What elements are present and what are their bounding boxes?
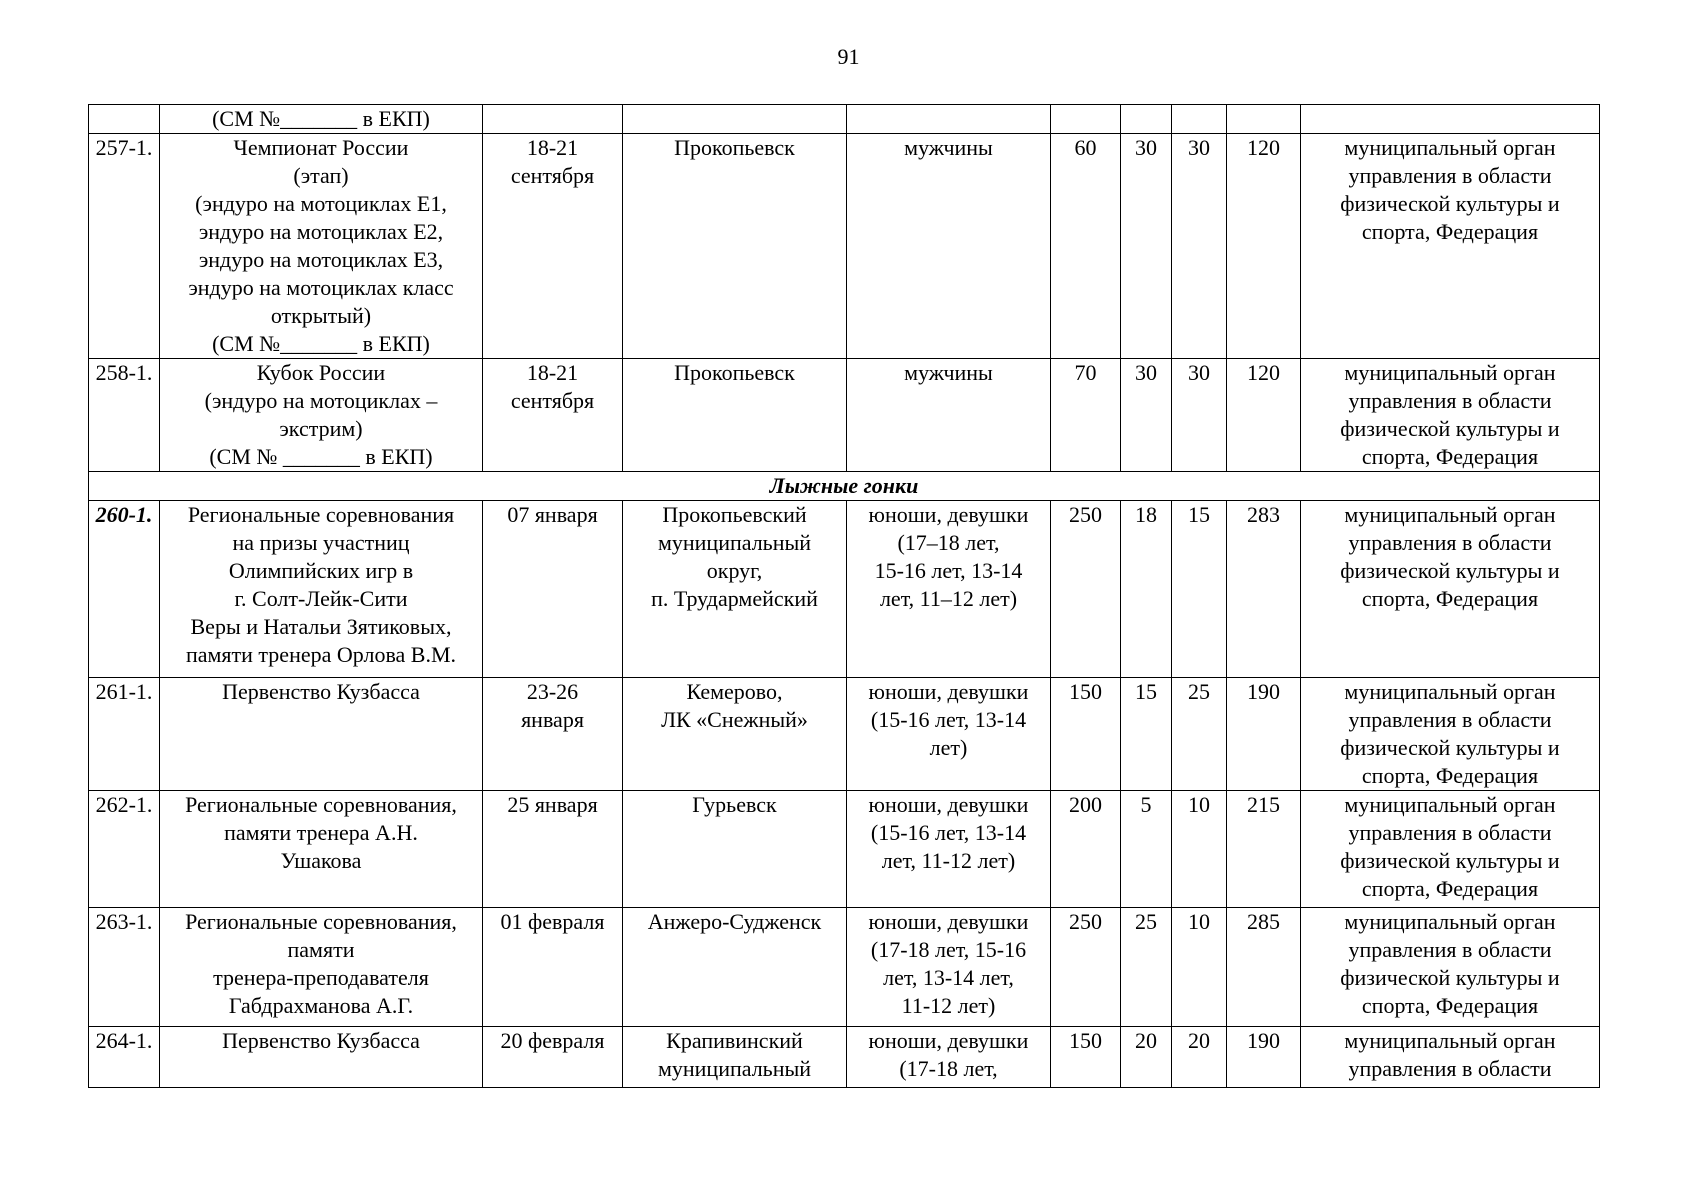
- organizer-line: физической культуры и: [1340, 965, 1560, 990]
- organizer-line: муниципальный орган: [1344, 909, 1556, 934]
- table-row: [89, 908, 1600, 1027]
- cell-count-1: 150: [1051, 678, 1121, 791]
- organizer-line: физической культуры и: [1340, 558, 1560, 583]
- cell-location: [623, 134, 847, 359]
- organizer-line: муниципальный орган: [1344, 1028, 1556, 1053]
- cell-count-1: 70: [1051, 359, 1121, 472]
- location-line: Прокопьевск: [674, 360, 795, 385]
- event-name-line: (эндуро на мотоциклах Е1,: [195, 191, 447, 216]
- organizer-line: спорта, Федерация: [1361, 586, 1539, 611]
- event-name-line: (эндуро на мотоциклах –: [204, 388, 438, 413]
- participants-line: 15-16 лет, 13-14: [874, 558, 1023, 583]
- location-line: Прокопьевский: [662, 502, 807, 527]
- organizer-line: управления в области: [1348, 707, 1552, 732]
- cell-count-2: 20: [1121, 1027, 1172, 1088]
- cell-date: [483, 134, 623, 359]
- participants-line: лет, 13-14 лет,: [883, 965, 1014, 990]
- event-name-line: Региональные соревнования,: [185, 792, 457, 817]
- event-date-line: 23-26: [526, 679, 579, 704]
- organizer-line: муниципальный орган: [1344, 679, 1556, 704]
- event-name-line: Веры и Натальи Зятиковых,: [190, 614, 452, 639]
- organizer-line: спорта, Федерация: [1361, 763, 1539, 788]
- participants-line: юноши, девушки: [868, 909, 1029, 934]
- cell-count-3: 20: [1172, 1027, 1227, 1088]
- cell-event-name: [160, 501, 483, 678]
- cell-total: 215: [1227, 791, 1301, 908]
- table-row: [89, 134, 1600, 359]
- location-line: ЛК «Снежный»: [661, 707, 808, 732]
- cell-event-name: [160, 1027, 483, 1088]
- event-name-line: Ушакова: [280, 848, 362, 873]
- participants-line: 11-12 лет): [901, 993, 996, 1018]
- cell-date: [483, 501, 623, 678]
- event-date-line: 07 января: [507, 502, 598, 527]
- organizer-line: управления в области: [1348, 937, 1552, 962]
- event-date-line: 20 февраля: [500, 1028, 605, 1053]
- event-name-line: Региональные соревнования,: [185, 909, 457, 934]
- cell-num: 263-1.: [89, 908, 160, 1027]
- event-name-line: экстрим): [279, 416, 363, 441]
- cell-participants: [847, 134, 1051, 359]
- cell-participants: [847, 359, 1051, 472]
- cell-organizer: [1301, 791, 1600, 908]
- cell-count-2: [1121, 105, 1172, 134]
- participants-line: (17-18 лет,: [899, 1056, 998, 1081]
- participants-line: (15-16 лет, 13-14: [870, 707, 1027, 732]
- event-name-line: открытый): [270, 303, 372, 328]
- event-name-line: (этап): [293, 163, 349, 188]
- organizer-line: управления в области: [1348, 1056, 1552, 1081]
- cell-num: 264-1.: [89, 1027, 160, 1088]
- cell-count-2: 30: [1121, 359, 1172, 472]
- cell-count-1: 250: [1051, 908, 1121, 1027]
- event-name-line: Первенство Кузбасса: [222, 679, 420, 704]
- organizer-line: спорта, Федерация: [1361, 444, 1539, 469]
- organizer-line: муниципальный орган: [1344, 360, 1556, 385]
- event-name-line: (СМ №_______ в ЕКП): [212, 106, 430, 131]
- participants-line: юноши, девушки: [868, 792, 1029, 817]
- participants-line: (17–18 лет,: [897, 530, 1000, 555]
- cell-date: [483, 678, 623, 791]
- cell-organizer: [1301, 501, 1600, 678]
- cell-participants: [847, 791, 1051, 908]
- cell-num: 261-1.: [89, 678, 160, 791]
- cell-location: [623, 791, 847, 908]
- cell-organizer: [1301, 678, 1600, 791]
- cell-total: 190: [1227, 678, 1301, 791]
- cell-location: [623, 678, 847, 791]
- cell-event-name: [160, 105, 483, 134]
- event-name-line: памяти тренера Орлова В.М.: [185, 642, 457, 667]
- cell-num: 262-1.: [89, 791, 160, 908]
- cell-num: 257-1.: [89, 134, 160, 359]
- cell-count-2: 18: [1121, 501, 1172, 678]
- cell-count-1: 150: [1051, 1027, 1121, 1088]
- cell-date: [483, 359, 623, 472]
- section-header-row: [89, 472, 1600, 501]
- table-row: [89, 105, 1600, 134]
- cell-total: 120: [1227, 359, 1301, 472]
- organizer-line: физической культуры и: [1340, 735, 1560, 760]
- event-name-line: памяти тренера А.Н.: [224, 820, 418, 845]
- table-row: [89, 501, 1600, 678]
- cell-event-name: [160, 359, 483, 472]
- participants-line: лет, 11-12 лет): [881, 848, 1016, 873]
- cell-organizer: [1301, 359, 1600, 472]
- cell-location: [623, 908, 847, 1027]
- location-line: Кемерово,: [686, 679, 783, 704]
- participants-line: юноши, девушки: [868, 502, 1029, 527]
- organizer-line: муниципальный орган: [1344, 135, 1556, 160]
- cell-num: 260-1.: [89, 501, 160, 678]
- cell-count-3: [1172, 105, 1227, 134]
- cell-date: [483, 105, 623, 134]
- cell-date: [483, 908, 623, 1027]
- cell-count-3: 10: [1172, 908, 1227, 1027]
- event-name-line: тренера-преподавателя: [213, 965, 429, 990]
- cell-participants: [847, 105, 1051, 134]
- cell-location: [623, 501, 847, 678]
- cell-count-1: 200: [1051, 791, 1121, 908]
- event-name-line: эндуро на мотоциклах класс: [188, 275, 454, 300]
- event-name-line: Первенство Кузбасса: [222, 1028, 420, 1053]
- participants-line: лет): [929, 735, 968, 760]
- location-line: округ,: [706, 558, 763, 583]
- location-line: муниципальный: [657, 530, 812, 555]
- location-line: Анжеро-Судженск: [647, 909, 822, 934]
- participants-line: (15-16 лет, 13-14: [870, 820, 1027, 845]
- page-number: 91: [837, 44, 860, 69]
- events-table: [88, 104, 1600, 1088]
- cell-num: 258-1.: [89, 359, 160, 472]
- cell-participants: [847, 1027, 1051, 1088]
- cell-count-2: 5: [1121, 791, 1172, 908]
- cell-total: [1227, 105, 1301, 134]
- cell-participants: [847, 678, 1051, 791]
- cell-count-2: 25: [1121, 908, 1172, 1027]
- cell-total: 283: [1227, 501, 1301, 678]
- location-line: п. Трудармейский: [651, 586, 818, 611]
- cell-event-name: [160, 678, 483, 791]
- cell-event-name: [160, 134, 483, 359]
- participants-line: юноши, девушки: [868, 1028, 1029, 1053]
- cell-participants: [847, 908, 1051, 1027]
- cell-count-3: 15: [1172, 501, 1227, 678]
- event-name-line: (СМ №_______ в ЕКП): [212, 331, 430, 356]
- event-name-line: эндуро на мотоциклах Е3,: [198, 247, 444, 272]
- table-row: [89, 1027, 1600, 1088]
- section-title: Лыжные гонки: [89, 472, 1600, 501]
- organizer-line: спорта, Федерация: [1361, 993, 1539, 1018]
- participants-line: мужчины: [904, 360, 993, 385]
- cell-count-1: 250: [1051, 501, 1121, 678]
- cell-count-2: 30: [1121, 134, 1172, 359]
- event-date-line: 18-21: [526, 360, 579, 385]
- table-row: [89, 791, 1600, 908]
- cell-date: [483, 791, 623, 908]
- location-line: муниципальный: [657, 1056, 812, 1081]
- organizer-line: управления в области: [1348, 163, 1552, 188]
- event-name-line: на призы участниц: [232, 530, 410, 555]
- location-line: Гурьевск: [692, 792, 777, 817]
- cell-organizer: [1301, 105, 1600, 134]
- cell-count-3: 10: [1172, 791, 1227, 908]
- cell-total: 285: [1227, 908, 1301, 1027]
- organizer-line: управления в области: [1348, 820, 1552, 845]
- event-name-line: эндуро на мотоциклах Е2,: [198, 219, 444, 244]
- participants-line: лет, 11–12 лет): [879, 586, 1018, 611]
- organizer-line: спорта, Федерация: [1361, 876, 1539, 901]
- table-row: [89, 359, 1600, 472]
- events-table-body: [89, 105, 1600, 1088]
- cell-total: 120: [1227, 134, 1301, 359]
- event-name-line: г. Солт-Лейк-Сити: [234, 586, 408, 611]
- cell-count-2: 15: [1121, 678, 1172, 791]
- cell-count-3: 30: [1172, 134, 1227, 359]
- participants-line: мужчины: [904, 135, 993, 160]
- organizer-line: физической культуры и: [1340, 848, 1560, 873]
- cell-num: [89, 105, 160, 134]
- cell-organizer: [1301, 134, 1600, 359]
- cell-event-name: [160, 908, 483, 1027]
- cell-participants: [847, 501, 1051, 678]
- event-date-line: сентября: [510, 388, 595, 413]
- cell-location: [623, 105, 847, 134]
- event-name-line: памяти: [287, 937, 355, 962]
- organizer-line: муниципальный орган: [1344, 502, 1556, 527]
- organizer-line: муниципальный орган: [1344, 792, 1556, 817]
- participants-line: юноши, девушки: [868, 679, 1029, 704]
- event-date-line: 01 февраля: [500, 909, 605, 934]
- event-date-line: января: [521, 707, 584, 732]
- cell-organizer: [1301, 1027, 1600, 1088]
- organizer-line: управления в области: [1348, 530, 1552, 555]
- cell-count-3: 30: [1172, 359, 1227, 472]
- organizer-line: управления в области: [1348, 388, 1552, 413]
- location-line: Крапивинский: [666, 1028, 803, 1053]
- cell-event-name: [160, 791, 483, 908]
- cell-count-3: 25: [1172, 678, 1227, 791]
- event-name-line: Кубок России: [256, 360, 386, 385]
- event-name-line: Олимпийских игр в: [228, 558, 414, 583]
- event-name-line: Габдрахманова А.Г.: [228, 993, 414, 1018]
- organizer-line: физической культуры и: [1340, 191, 1560, 216]
- participants-line: (17-18 лет, 15-16: [870, 937, 1027, 962]
- event-date-line: сентября: [510, 163, 595, 188]
- table-row: [89, 678, 1600, 791]
- event-name-line: (СМ № _______ в ЕКП): [209, 444, 433, 469]
- organizer-line: физической культуры и: [1340, 416, 1560, 441]
- cell-location: [623, 1027, 847, 1088]
- event-name-line: Региональные соревнования: [187, 502, 455, 527]
- cell-count-1: [1051, 105, 1121, 134]
- cell-total: 190: [1227, 1027, 1301, 1088]
- organizer-line: спорта, Федерация: [1361, 219, 1539, 244]
- cell-organizer: [1301, 908, 1600, 1027]
- location-line: Прокопьевск: [674, 135, 795, 160]
- cell-location: [623, 359, 847, 472]
- cell-count-1: 60: [1051, 134, 1121, 359]
- cell-date: [483, 1027, 623, 1088]
- event-date-line: 18-21: [526, 135, 579, 160]
- event-name-line: Чемпионат России: [233, 135, 409, 160]
- event-date-line: 25 января: [507, 792, 598, 817]
